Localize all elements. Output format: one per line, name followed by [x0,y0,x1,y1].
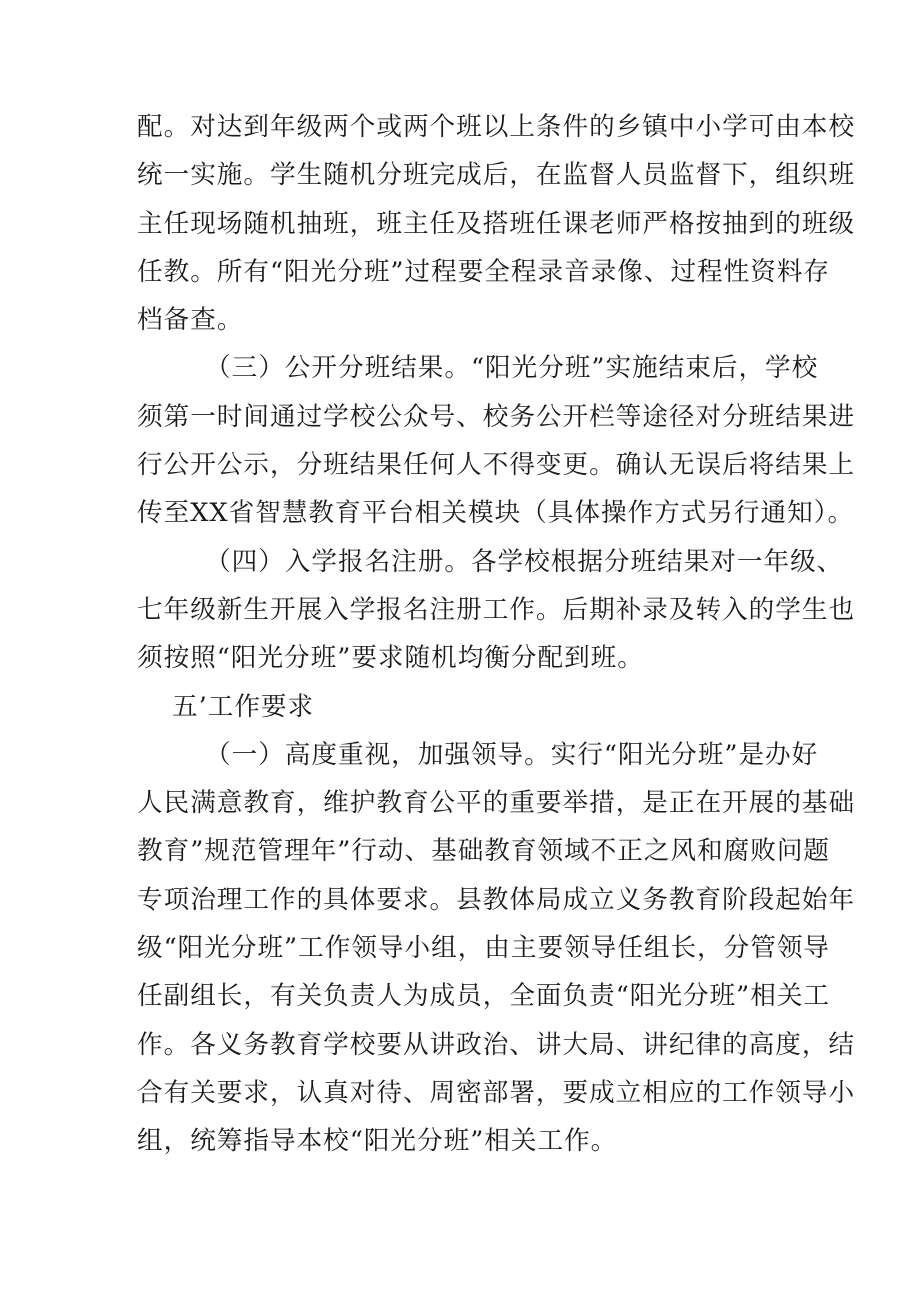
text-line: 人民满意教育，维护教育公平的重要举措，是正在开展的基础 [137,788,856,819]
text-line: 组，统筹指导本校“阳光分班”相关工作。 [137,1126,618,1157]
text-line: 须按照“阳光分班”要求随机均衡分配到班。 [137,643,644,674]
text-line: 任教。所有“阳光分班”过程要全程录音录像、过程性资料存 [137,256,831,287]
text-line: （四）入学报名注册。各学校根据分班结果对一年级、 [205,546,844,577]
text-line: 教育”规范管理年”行动、基础教育领域不正之风和腐败问题 [137,836,831,867]
text-line: 任副组长，有关负责人为成员，全面负责“阳光分班”相关工 [137,981,831,1012]
document-body [137,103,856,1166]
section-heading: 五’工作要求 [172,691,315,722]
text-line: （三）公开分班结果。“阳光分班”实施结束后，学校 [205,353,819,384]
text-line: 须第一时间通过学校公众号、校务公开栏等途径对分班结果进 [137,401,856,432]
text-line: 行公开公示，分班结果任何人不得变更。确认无误后将结果上 [137,450,856,481]
text-line: 作。各义务教育学校要从讲政治、讲大局、讲纪律的高度，结 [137,1029,856,1060]
text-line: 传至XX省智慧教育平台相关模块（具体操作方式另行通知）。 [137,498,855,529]
text-line: 级“阳光分班”工作领导小组，由主要领导任组长，分管领导 [137,933,831,964]
text-line: 合有关要求，认真对待、周密部署，要成立相应的工作领导小 [137,1077,856,1108]
text-line: 配。对达到年级两个或两个班以上条件的乡镇中小学可由本校 [137,112,856,142]
text-line: 统一实施。学生随机分班完成后，在监督人员监督下，组织班 [137,160,856,191]
text-line: 档备查。 [137,305,244,336]
text-line: （一）高度重视，加强领导。实行“阳光分班”是办好 [205,739,819,770]
text-line: 主任现场随机抽班，班主任及搭班任课老师严格按抽到的班级 [137,208,856,239]
text-line: 专项治理工作的具体要求。县教体局成立义务教育阶段起始年 [137,884,856,915]
text-line: 七年级新生开展入学报名注册工作。后期补录及转入的学生也 [137,594,856,625]
